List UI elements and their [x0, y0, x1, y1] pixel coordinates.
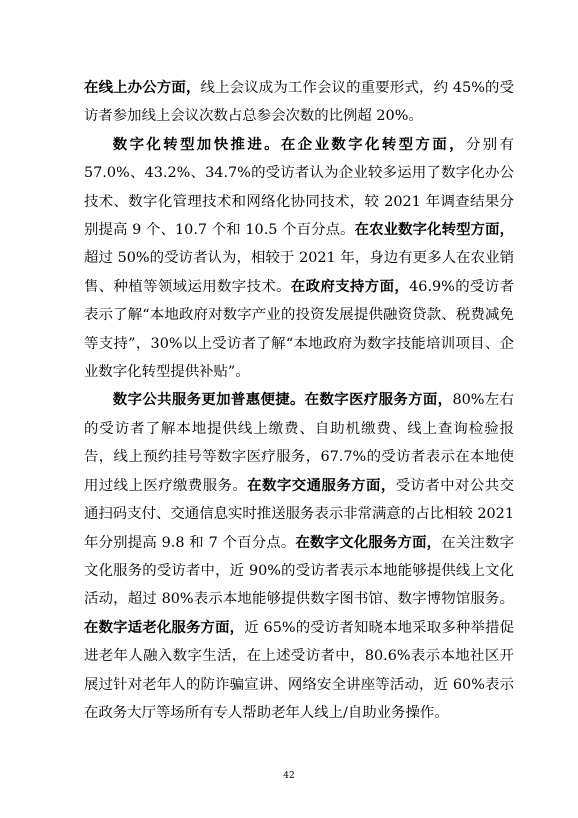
paragraph-heading: 在线上办公方面， [84, 79, 201, 96]
paragraph-heading: 在数字交通服务方面， [247, 476, 396, 494]
paragraph-heading: 在政府支持方面， [290, 277, 410, 295]
paragraph-text: 分别有 57.0%、43.2%、34.7%的受访者认为企业较多运用了数字化办公技术、数字化管理技术和网络化协同技术，较 2021 年调查结果分别提高 9 个、10.7 个和 10.5 个百分点。 [84, 136, 514, 239]
paragraph-text: 在关注数字文化服务的受访者中，近 90%的受访者表示本地能够提供线上文化活动，超过 80%表示本地能够提供数字图书馆、数字博物馆服务。 [84, 534, 514, 608]
paragraph-heading: 数字化转型加快推进。在企业数字化转型方面， [112, 135, 466, 153]
paragraph-heading: 在数字适老化服务方面， [84, 618, 245, 636]
paragraph-public-services [84, 386, 514, 727]
paragraph-text: 46.9%的受访者表示了解“本地政府对数字产业的投资发展提供融资贷款、税费减免等支持”，30%以上受访者了解“本地政府为数字技能培训项目、企业数字化转型提供补贴”。 [84, 278, 514, 381]
paragraph-text: 受访者中对公共交通扫码支付、交通信息实时推送服务表示非常满意的占比相较 2021 年分别提高 9.8 和 7 个百分点。 [84, 477, 514, 551]
paragraph-text: 超过 50%的受访者认为，相较于 2021 年，身边有更多人在农业销售、种植等领域运用数字技术。 [84, 250, 514, 295]
paragraph-heading: 数字公共服务更加普惠便捷。在数字医疗服务方面， [112, 391, 453, 409]
page-number: 42 [283, 771, 295, 781]
paragraph-heading: 在农业数字化转型方面， [354, 221, 514, 239]
paragraph-online-office [84, 74, 514, 131]
document-body [84, 74, 514, 727]
paragraph-text: 80%左右的受访者了解本地提供线上缴费、自助机缴费、线上查询检验报告，线上预约挂号等数字医疗服务，67.7%的受访者表示在本地使用过线上医疗缴费服务。 [84, 392, 514, 494]
paragraph-text: 近 65%的受访者知晓本地采取多种举措促进老年人融入数字生活，在上述受访者中，80.6%表示本地社区开展过针对老年人的防诈骗宣讲、网络安全讲座等活动，近 60%表示在政务大厅等场所有专人帮助老年人线上/自助业务操作。 [84, 619, 514, 721]
paragraph-heading: 在数字文化服务方面， [295, 533, 442, 551]
paragraph-text: 线上会议成为工作会议的重要形式，约 45%的受访者参加线上会议次数占总参会次数的比例超 20%。 [84, 80, 514, 125]
paragraph-digital-transformation [84, 131, 514, 387]
